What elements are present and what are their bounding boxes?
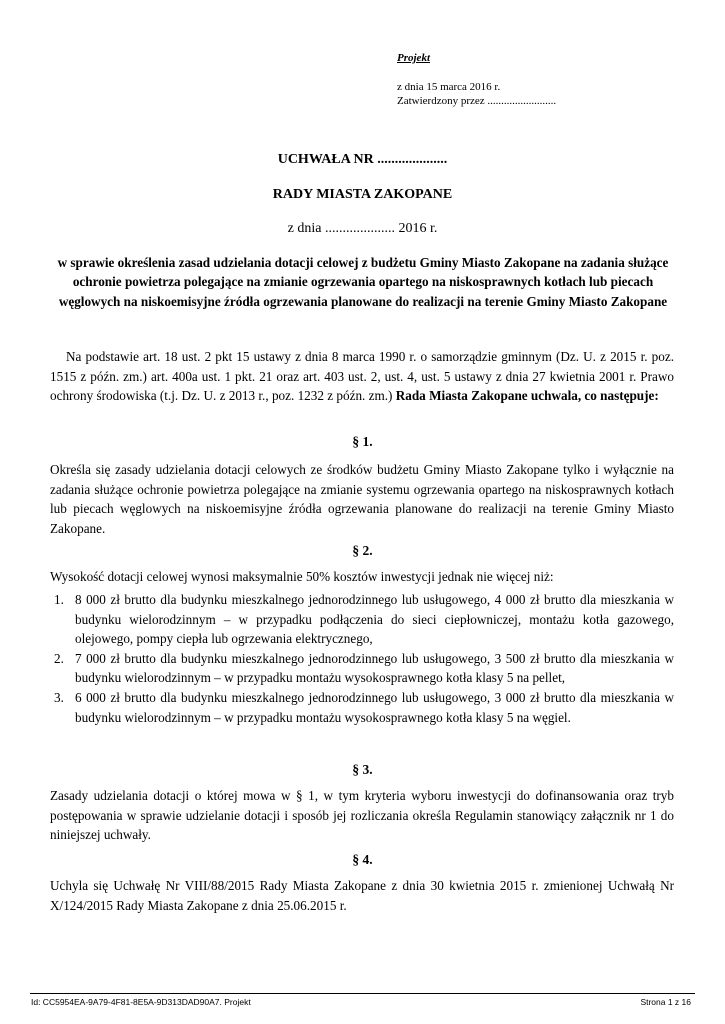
section-1-heading: § 1.	[352, 434, 373, 449]
preamble-text: Na podstawie art. 18 ust. 2 pkt 15 ustawy z dnia 8 marca 1990 r. o samorządzie gminnym (Dz. U. z 2015 r. poz. 1515 z późn. zm.) art. 400a ust. 1 pkt. 21 oraz art. 403 ust. 2, ust. 4, ust. 5 ustawy z dnia 27 kwietnia 2001 r. Prawo ochrony środowiska (t.j. Dz. U. z 2013 r., poz. 1232 z późn. zm.)	[50, 349, 674, 404]
section-2-intro: Wysokość dotacji celowej wynosi maksymalnie 50% kosztów inwestycji jednak nie więcej niż:	[50, 569, 554, 584]
section-3-heading: § 3.	[352, 762, 373, 777]
section-3-text-start: Zasady udzielania dotacji o której mowa w § 1	[50, 788, 315, 803]
section-4-heading: § 4.	[352, 852, 373, 867]
draft-label: Projekt	[397, 52, 430, 64]
section-4-text: Uchyla się Uchwałę Nr VIII/88/2015 Rady Miasta Zakopane z dnia 30 kwietnia 2015 r. zmienionej Uchwałą Nr X/124/2015 Rady Miasta Zakopane z dnia 25.06.2015 r.	[50, 878, 674, 913]
document-id: Id: CC5954EA-9A79-4F81-8E5A-9D313DAD90A7. Projekt	[31, 997, 251, 1007]
list-item	[50, 590, 674, 649]
section-1-text: Określa się zasady udzielania dotacji celowych ze środków budżetu Gminy Miasto Zakopane tylko i wyłącznie na zadania służące ochronie powietrza polegające na zmianie systemu ogrzewania opartego na niskosprawnych kotłach lub piecach węglowych na niskoemisyjne źródła ogrzewania planowane do realizacji na terenie Gminy Miasto Zakopane.	[50, 462, 674, 536]
page-number: Strona 1 z 16	[640, 997, 691, 1007]
resolution-subject: w sprawie określenia zasad udzielania dotacji celowej z budżetu Gminy Miasto Zakopane na zadania służące ochronie powietrza polegające na zmianie ogrzewania opartego na niskosprawnych kotłach lub piecach węglowych na niskoemisyjne źródła ogrzewania planowane do realizacji na terenie Gminy Miasto Zakopane	[57, 255, 669, 309]
resolution-date: z dnia .................... 2016 r.	[287, 221, 438, 236]
list-item-text: 7 000 zł brutto dla budynku mieszkalnego jednorodzinnego lub usługowego, 3 500 zł brutto dla mieszkania w budynku wielorodzinnym – w przypadku montażu wysokosprawnego kotła klasy 5 na pellet,	[75, 650, 674, 686]
preamble-closing: Rada Miasta Zakopane uchwala, co następuje:	[395, 388, 659, 404]
section-3-text	[50, 786, 674, 845]
footer-divider	[30, 993, 695, 994]
list-item-number: 3.	[54, 689, 64, 705]
council-name: RADY MIASTA ZAKOPANE	[272, 187, 453, 202]
section-2-heading: § 2.	[352, 543, 373, 558]
approved-by-line: Zatwierdzony przez .........................	[397, 95, 557, 107]
list-item-text: 6 000 zł brutto dla budynku mieszkalnego jednorodzinnego lub usługowego, 3 000 zł brutto dla mieszkania w budynku wielorodzinnym – w przypadku montażu wysokosprawnego kotła klasy 5 na węgiel.	[75, 689, 674, 725]
list-item	[50, 688, 674, 727]
list-item-number: 1.	[54, 592, 64, 607]
draft-date: z dnia 15 marca 2016 r.	[397, 81, 501, 93]
list-item-text: 8 000 zł brutto dla budynku mieszkalnego jednorodzinnego lub usługowego, 4 000 zł brutto dla mieszkania w budynku wielorodzinnym – w przypadku podłączenia do sieci ciepłowniczej, montażu kotła gazowego, olejowego, pompy ciepła lub ogrzewania elektrycznego,	[75, 592, 674, 647]
resolution-title: UCHWAŁA NR ....................	[277, 152, 448, 167]
section-3-text-end: , w tym kryteria wyboru inwestycji do dofinansowania oraz tryb postępowania w sprawie udzielanie dotacji i sposób jej rozliczania określa Regulamin stanowiący załącznik nr 1 do niniejszej uchwały.	[50, 788, 674, 843]
list-item-number: 2.	[54, 650, 64, 666]
preamble	[50, 347, 674, 406]
section-2-list	[50, 590, 674, 727]
list-item	[50, 649, 674, 688]
